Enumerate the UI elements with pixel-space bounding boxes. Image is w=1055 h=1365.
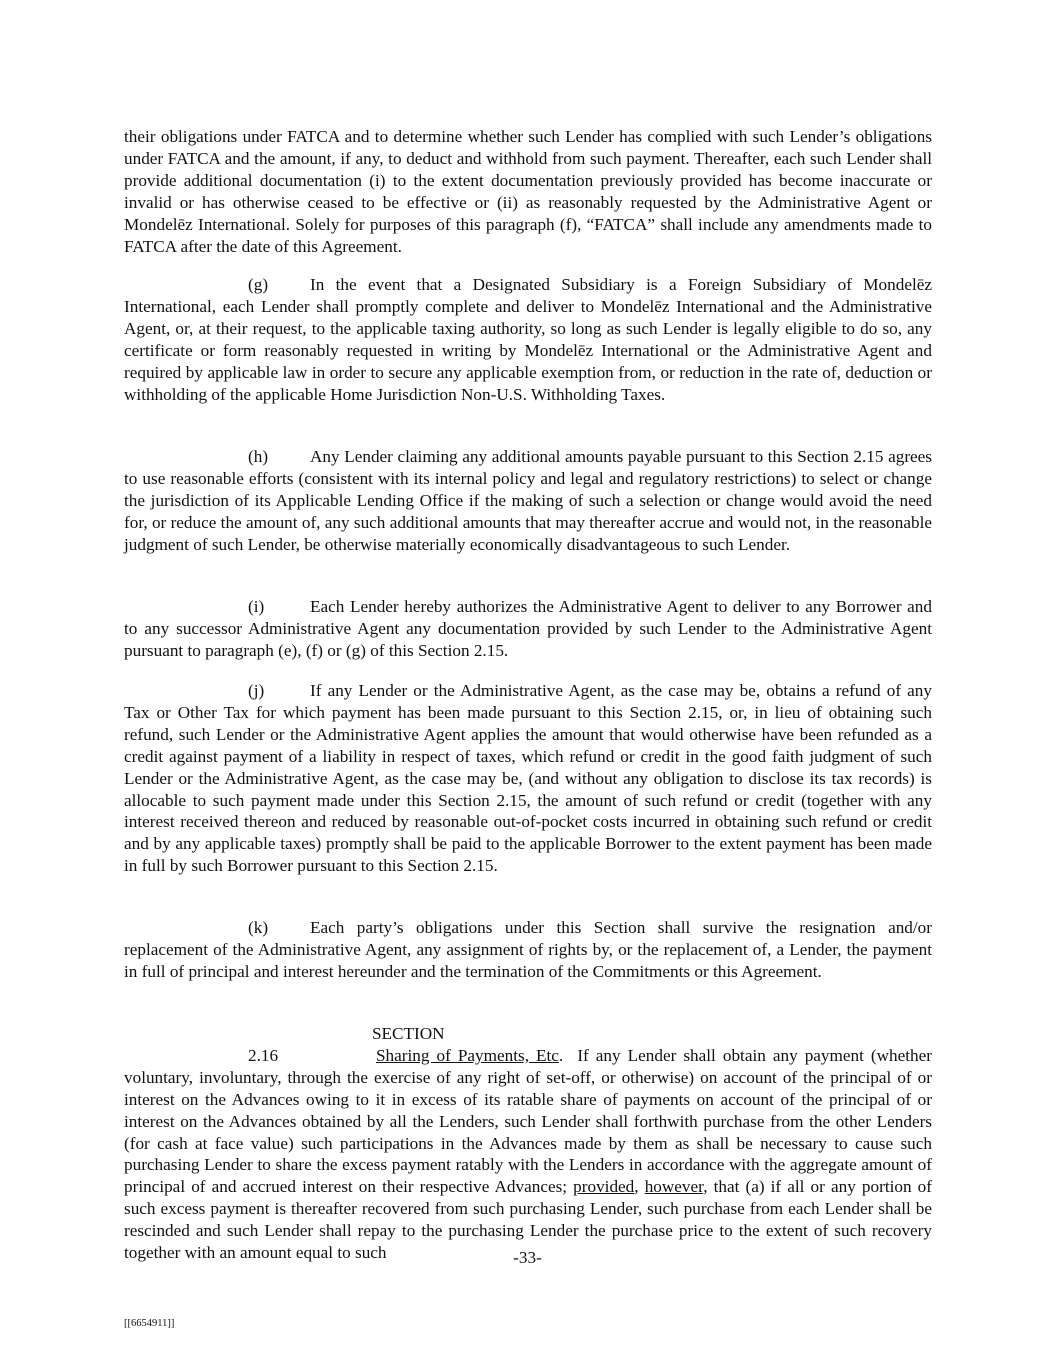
paragraph-label: (i) (248, 597, 265, 616)
paragraph-label: (h) (248, 447, 269, 466)
however-term: however (644, 1177, 704, 1197)
section-text-continued: , that (a) if all or any portion of such excess payment is thereafter recovered from such purchasing Lender, such purchase from each Lender shall be rescinded and such Lender shall repay to the purchasing Lender the purchase price to the extent of such recovery together with an amount equal to such (124, 1177, 932, 1263)
section-2-16: SECTION 2.16 Sharing of Payments, Etc. If any Lender shall obtain any payment (whether voluntary, involuntary, through the exercise of any right of set-off, or otherwise) on account of the principal of or interest on the Advances owing to it in excess of its ratable share of payments on account of the principal of or interest on the Advances obtained by all the Lenders, such Lender shall forthwith purchase from the other Lenders (for cash at face value) such participations in the Advances made by them as shall be necessary to cause such purchasing Lender to share the excess payment ratably with the Lenders in accordance with the aggregate amount of principal of and accrued interest on their respective Advances; provided, however, that (a) if all or any portion of such excess payment is thereafter recovered from such purchasing Lender, such purchase from each Lender shall be rescinded and such Lender shall repay to the purchasing Lender the purchase price to the extent of such recovery together with an amount equal to such (124, 1024, 932, 1263)
document-id: [[6654911]] (124, 1318, 175, 1329)
paragraph-h (124, 446, 932, 556)
paragraph-text: If any Lender or the Administrative Agent, as the case may be, obtains a refund of any Tax or Other Tax for which payment has been made pursuant to this Section 2.15, or, in lieu of obtaining such refund, such Lender or the Administrative Agent applies the amount that would otherwise have been refunded as a credit against payment of a liability in respect of taxes, which refund or credit in the good faith judgment of such Lender or the Administrative Agent, as the case may be, (and without any obligation to disclose its tax records) is allocable to such payment made under this Section 2.15, the amount of such refund or credit (together with any interest received thereon and reduced by reasonable out-of-pocket costs incurred in obtaining such refund or credit and by any applicable taxes) promptly shall be paid to the applicable Borrower to the extent payment has been made in full by such Borrower pursuant to this Section 2.15. (124, 681, 932, 876)
paragraph-j (124, 680, 932, 877)
paragraph-label: (j) (248, 681, 265, 700)
page-number: -33- (513, 1248, 542, 1267)
paragraph-text: Any Lender claiming any additional amounts payable pursuant to this Section 2.15 agrees to use reasonable efforts (consistent with its internal policy and legal and regulatory restrictions) to select or change the jurisdiction of its Applicable Lending Office if the making of such a selection or change would avoid the need for, or reduce the amount of, any such additional amounts that may thereafter accrue and would not, in the reasonable judgment of such Lender, be otherwise materially economically disadvantageous to such Lender. (124, 447, 932, 554)
section-number: SECTION 2.16 (248, 1024, 445, 1065)
paragraph-g (124, 274, 932, 405)
paragraph-k (124, 917, 932, 983)
section-text: If any Lender shall obtain any payment (whether voluntary, involuntary, through the exercise of any right of set-off, or otherwise) on account of the principal of or interest on the Advances owing to it in excess of its ratable share of payments on account of the principal of or interest on the Advances obtained by all the Lenders, such Lender shall forthwith purchase from the other Lenders (for cash at face value) such participations in the Advances made by them as shall be necessary to cause such purchasing Lender to share the excess payment ratably with the Lenders in accordance with the aggregate amount of principal of and accrued interest on their respective Advances; (124, 1045, 932, 1197)
paragraph-f-continuation: their obligations under FATCA and to determine whether such Lender has complied with such Lender’s obligations under FATCA and the amount, if any, to deduct and withhold from such payment. Thereafter, each such Lender shall provide additional documentation (i) to the extent documentation previously provided has become inaccurate or invalid or has otherwise ceased to be effective or (ii) as reasonably requested by the Administrative Agent or Mondelēz International. Solely for purposes of this paragraph (f), “FATCA” shall include any amendments made to FATCA after the date of this Agreement. (124, 127, 932, 256)
section-heading: Sharing of Payments, Etc (376, 1045, 559, 1065)
paragraph-label: (g) (248, 275, 269, 294)
paragraph-text: Each party’s obligations under this Section shall survive the resignation and/or replacement of the Administrative Agent, any assignment of rights by, or the replacement of, a Lender, the payment in full of principal and interest hereunder and the termination of the Commitments or this Agreement. (124, 918, 932, 981)
paragraph-text: Each Lender hereby authorizes the Administrative Agent to deliver to any Borrower and to any successor Administrative Agent any documentation provided by such Lender to the Administrative Agent pursuant to paragraph (e), (f) or (g) of this Section 2.15. (124, 597, 932, 660)
provided-term: provided (573, 1177, 635, 1197)
paragraph-i (124, 596, 932, 662)
paragraph-text: In the event that a Designated Subsidiary is a Foreign Subsidiary of Mondelēz International, each Lender shall promptly complete and deliver to Mondelēz International and the Administrative Agent, or, at their request, to the applicable taxing authority, so long as such Lender is legally eligible to do so, any certificate or form reasonably requested in writing by Mondelēz International or the Administrative Agent and required by applicable law in order to secure any applicable exemption from, or reduction in the rate of, deduction or withholding of the applicable Home Jurisdiction Non-U.S. Withholding Taxes. (124, 275, 932, 404)
paragraph-label: (k) (248, 918, 269, 937)
